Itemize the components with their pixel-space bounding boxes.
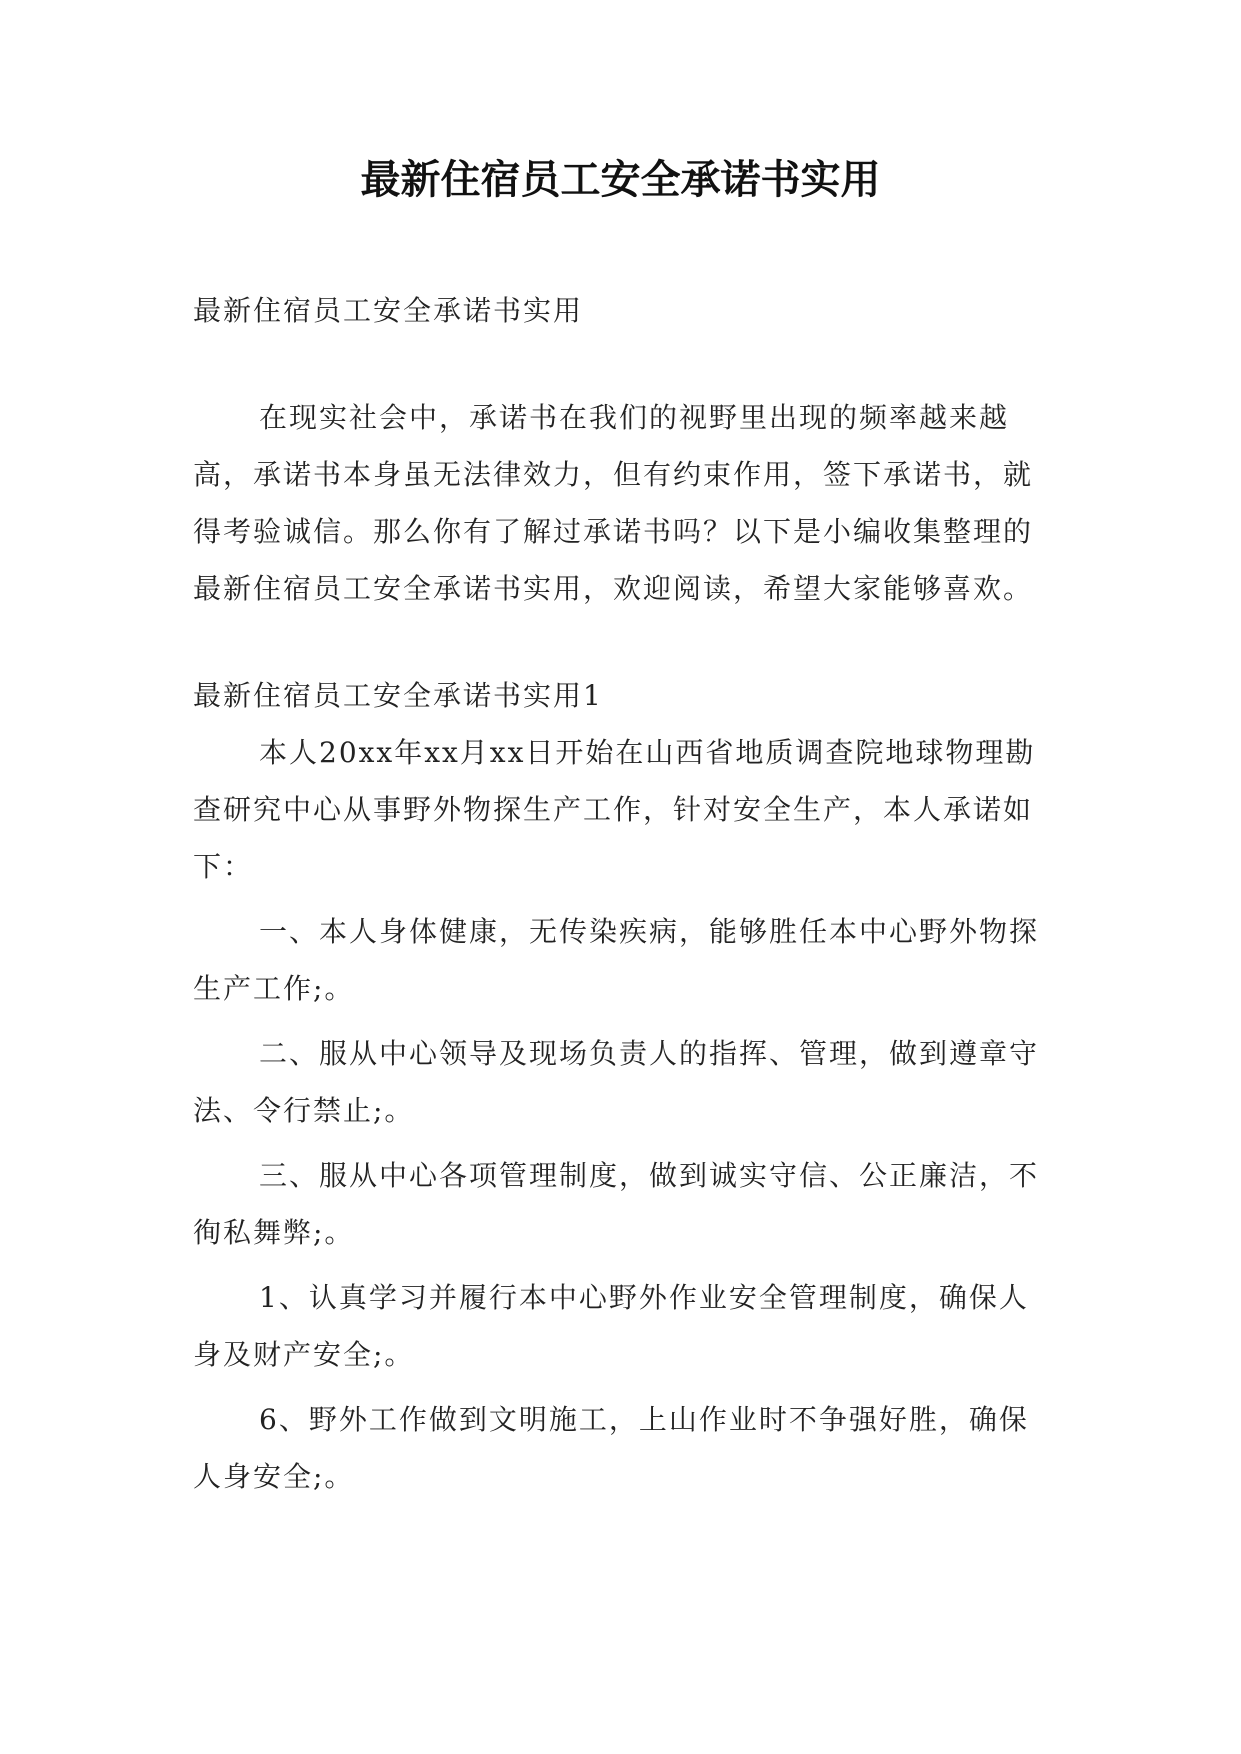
intro-paragraph: 在现实社会中，承诺书在我们的视野里出现的频率越来越高，承诺书本身虽无法律效力，但有约束作用，签下承诺书，就得考验诚信。那么你有了解过承诺书吗？以下是小编收集整理的最新住宿员工安全承诺书实用，欢迎阅读，希望大家能够喜欢。	[193, 401, 1034, 605]
section-heading: 最新住宿员工安全承诺书实用1	[193, 679, 603, 712]
page-title: 最新住宿员工安全承诺书实用	[360, 157, 881, 203]
paragraph-item-4: 1、认真学习并履行本中心野外作业安全管理制度，确保人身及财产安全;。	[193, 1281, 1029, 1371]
paragraph-item-3: 三、服从中心各项管理制度，做到诚实守信、公正廉洁，不徇私舞弊;。	[193, 1159, 1040, 1249]
document-body	[193, 282, 1055, 1505]
document-subtitle: 最新住宿员工安全承诺书实用	[193, 294, 584, 327]
paragraph-item-2: 二、服从中心领导及现场负责人的指挥、管理，做到遵章守法、令行禁止;。	[193, 1037, 1040, 1127]
paragraph-commitment-intro: 本人20xx年xx月xx日开始在山西省地质调查院地球物理勘查研究中心从事野外物探生产工作，针对安全生产，本人承诺如下：	[193, 736, 1036, 883]
paragraph-item-5: 6、野外工作做到文明施工，上山作业时不争强好胜，确保人身安全;。	[193, 1403, 1029, 1493]
paragraph-item-1: 一、本人身体健康，无传染疾病，能够胜任本中心野外物探生产工作;。	[193, 915, 1040, 1005]
